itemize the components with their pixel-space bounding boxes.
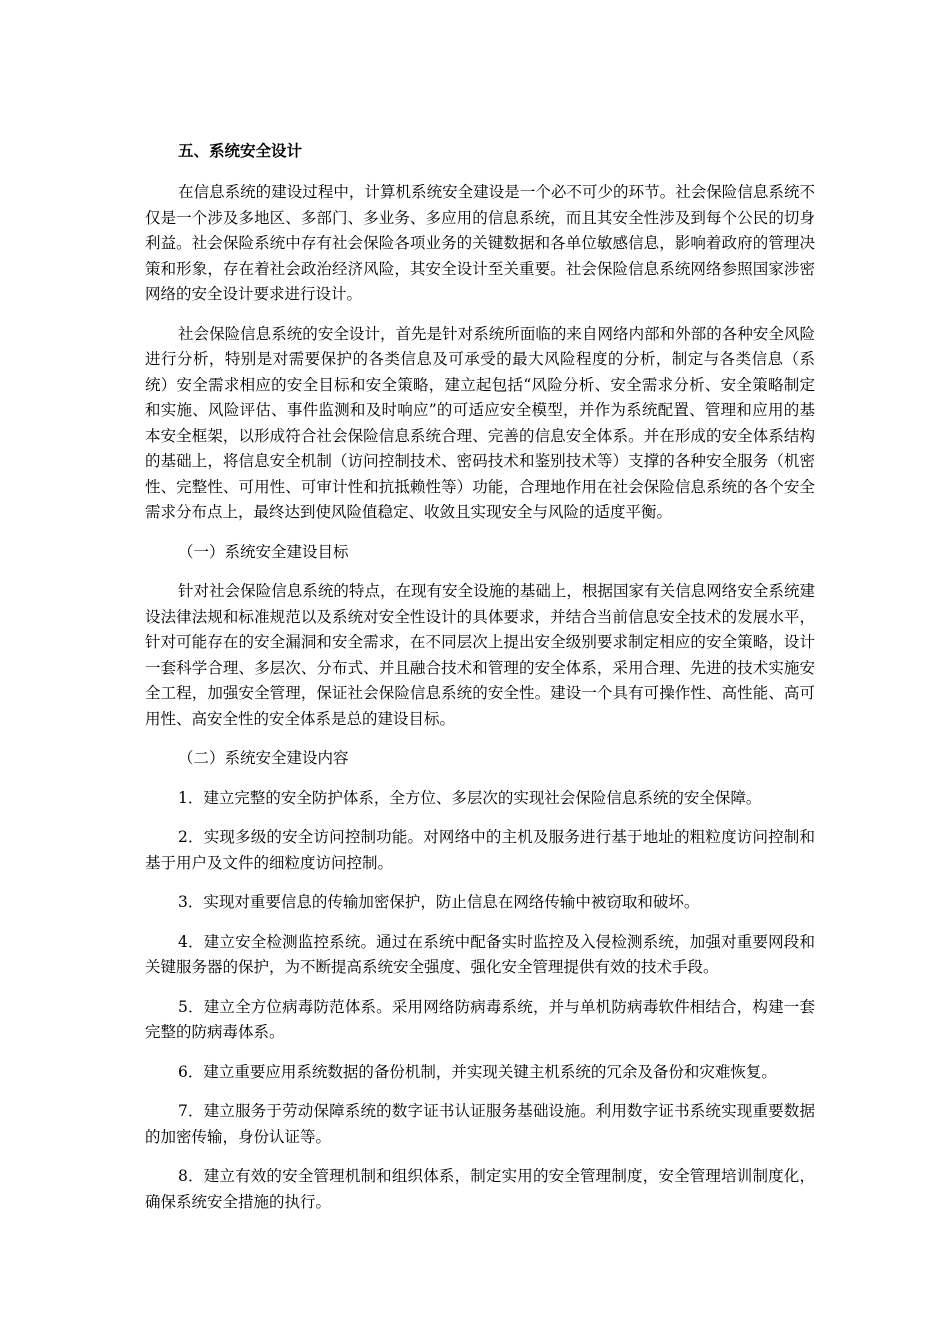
list-item: 2．实现多级的安全访问控制功能。对网络中的主机及服务进行基于地址的粗粒度访问控制和基于用户及文件的细粒度访问控制。 [145,828,815,872]
list-item: 3．实现对重要信息的传输加密保护，防止信息在网络传输中被窃取和破坏。 [178,893,700,911]
list-item: 4．建立安全检测监控系统。通过在系统中配备实时监控及入侵检测系统，加强对重要网段和关键服务器的保护，为不断提高系统安全强度、强化安全管理提供有效的技术手段。 [145,932,815,976]
list-item: 5．建立全方位病毒防范体系。采用网络防病毒系统，并与单机防病毒软件相结合，构建一套完整的防病毒体系。 [145,997,815,1041]
list-item: 7．建立服务于劳动保障系统的数字证书认证服务基础设施。利用数字证书系统实现重要数据的加密传输，身份认证等。 [145,1102,815,1146]
design-paragraph: 社会保险信息系统的安全设计，首先是针对系统所面临的来自网络内部和外部的各种安全风险进行分析，特别是对需要保护的各类信息及可承受的最大风险程度的分析，制定与各类信息（系统）安全需求相应的安全目标和安全策略，建立起包括“风险分析、安全需求分析、安全策略制定和实施、风险评估、事件监测和及时响应”的可适应安全模型，并作为系统配置、管理和应用的基本安全框架，以形成符合社会保险信息系统合理、完善的信息安全体系。并在形成的安全体系结构的基础上，将信息安全机制（访问控制技术、密码技术和鉴别技术等）支撑的各种安全服务（机密性、完整性、可用性、可审计性和抗抵赖性等）功能，合理地作用在社会保险信息系统的各个安全需求分布点上，最终达到使风险值稳定、收敛且实现安全与风险的适度平衡。 [145,324,815,521]
intro-paragraph: 在信息系统的建设过程中，计算机系统安全建设是一个必不可少的环节。社会保险信息系统不仅是一个涉及多地区、多部门、多业务、多应用的信息系统，而且其安全性涉及到每个公民的切身利益。社会保险系统中存有社会保险各项业务的关键数据和各单位敏感信息，影响着政府的管理决策和形象，存在着社会政治经济风险，其安全设计至关重要。社会保险信息系统网络参照国家涉密网络的安全设计要求进行设计。 [145,183,815,303]
list-item: 1．建立完整的安全防护体系，全方位、多层次的实现社会保险信息系统的安全保障。 [178,788,762,807]
section-heading: 五、系统安全设计 [178,142,303,160]
subsection-title-contents: （二）系统安全建设内容 [178,749,349,767]
list-item: 6．建立重要应用系统数据的备份机制，并实现关键主机系统的冗余及备份和灾难恢复。 [178,1062,777,1081]
list-item: 8．建立有效的安全管理机制和组织体系，制定实用的安全管理制度，安全管理培训制度化，确保系统安全措施的执行。 [145,1167,815,1211]
goals-paragraph: 针对社会保险信息系统的特点，在现有安全设施的基础上，根据国家有关信息网络安全系统建设法律法规和标准规范以及系统对安全性设计的具体要求，并结合当前信息安全技术的发展水平，针对可能存在的安全漏洞和安全需求，在不同层次上提出安全级别要求制定相应的安全策略，设计一套科学合理、多层次、分布式、并且融合技术和管理的安全体系，采用合理、先进的技术实施安全工程，加强安全管理，保证社会保险信息系统的安全性。建设一个具有可操作性、高性能、高可用性、高安全性的安全体系是总的建设目标。 [145,582,815,728]
subsection-title-goals: （一）系统安全建设目标 [178,542,349,561]
